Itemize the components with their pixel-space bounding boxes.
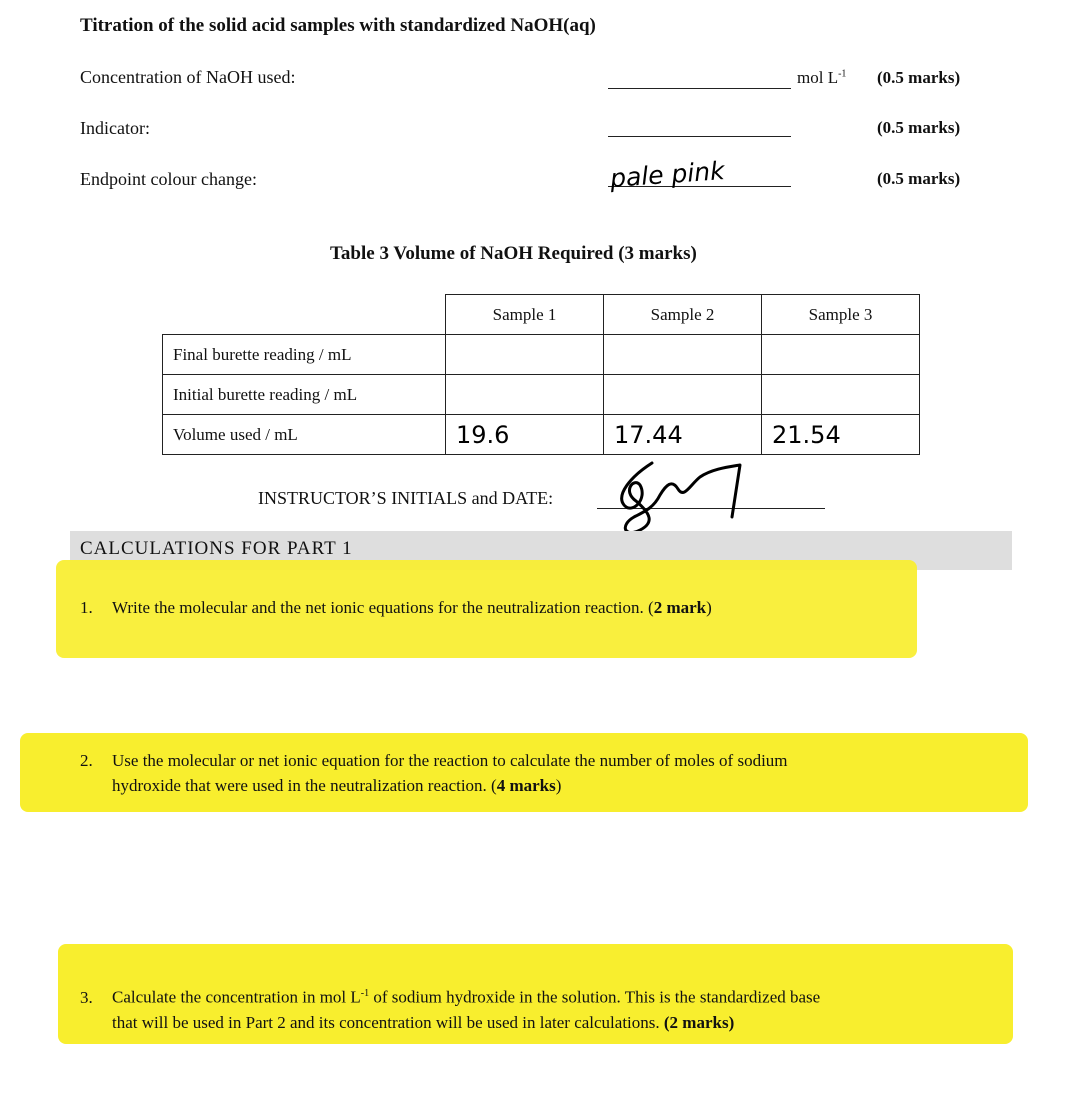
column-header: Sample 1	[446, 295, 604, 335]
calculations-title: CALCULATIONS FOR PART 1	[80, 538, 353, 559]
concentration-unit: mol $L^{-1}$	[797, 68, 847, 87]
indicator-marks: (0.5 marks)	[877, 118, 961, 137]
question-1: 1. Write the molecular and the net ionic equations for the neutralization reaction. (2 mark)	[80, 598, 712, 617]
concentration-marks: (0.5 marks)	[877, 68, 961, 87]
table-cell[interactable]	[446, 375, 604, 415]
question-3: 3. Calculate the concentration in mol $L^{-1}$ of sodium hydroxide in the solution. This is the standardized base that will be used in Part 2 and its concentration will be used in later calculations. (2 marks)	[80, 987, 821, 1032]
table-row	[163, 335, 920, 375]
table-corner	[163, 295, 446, 335]
volume-sample-1[interactable]: 19.6	[446, 415, 604, 455]
table-cell[interactable]	[604, 375, 762, 415]
row-label: Final burette reading / mL	[163, 335, 446, 375]
table-cell[interactable]	[762, 375, 920, 415]
table-header-row	[163, 295, 920, 335]
table-cell[interactable]	[446, 335, 604, 375]
concentration-field[interactable]	[608, 88, 791, 89]
table-row	[163, 375, 920, 415]
table-title: Table 3 Volume of NaOH Required (3 marks)	[330, 243, 697, 264]
instructor-label: INSTRUCTOR’S INITIALS and DATE:	[258, 488, 554, 508]
row-label: Initial burette reading / mL	[163, 375, 446, 415]
indicator-field[interactable]	[608, 136, 791, 137]
row-label: Volume used / mL	[163, 415, 446, 455]
instructor-signature	[600, 455, 750, 540]
table-cell[interactable]	[604, 335, 762, 375]
column-header: Sample 2	[604, 295, 762, 335]
table-cell[interactable]	[762, 335, 920, 375]
column-header: Sample 3	[762, 295, 920, 335]
volume-sample-3[interactable]: 21.54	[762, 415, 920, 455]
volume-sample-2[interactable]: 17.44	[604, 415, 762, 455]
endpoint-label: Endpoint colour change:	[80, 169, 257, 189]
section-heading: Titration of the solid acid samples with standardized NaOH(aq)	[80, 15, 596, 36]
endpoint-handwritten-value: pale pink	[609, 156, 726, 193]
table-row	[163, 415, 920, 455]
indicator-label: Indicator:	[80, 118, 150, 138]
question-2: 2. Use the molecular or net ionic equation for the reaction to calculate the number of moles of sodium hydroxide that were used in the neutralization reaction. (4 marks)	[80, 751, 788, 795]
endpoint-marks: (0.5 marks)	[877, 169, 961, 188]
volume-table	[162, 294, 920, 455]
concentration-label: Concentration of NaOH used:	[80, 67, 296, 87]
